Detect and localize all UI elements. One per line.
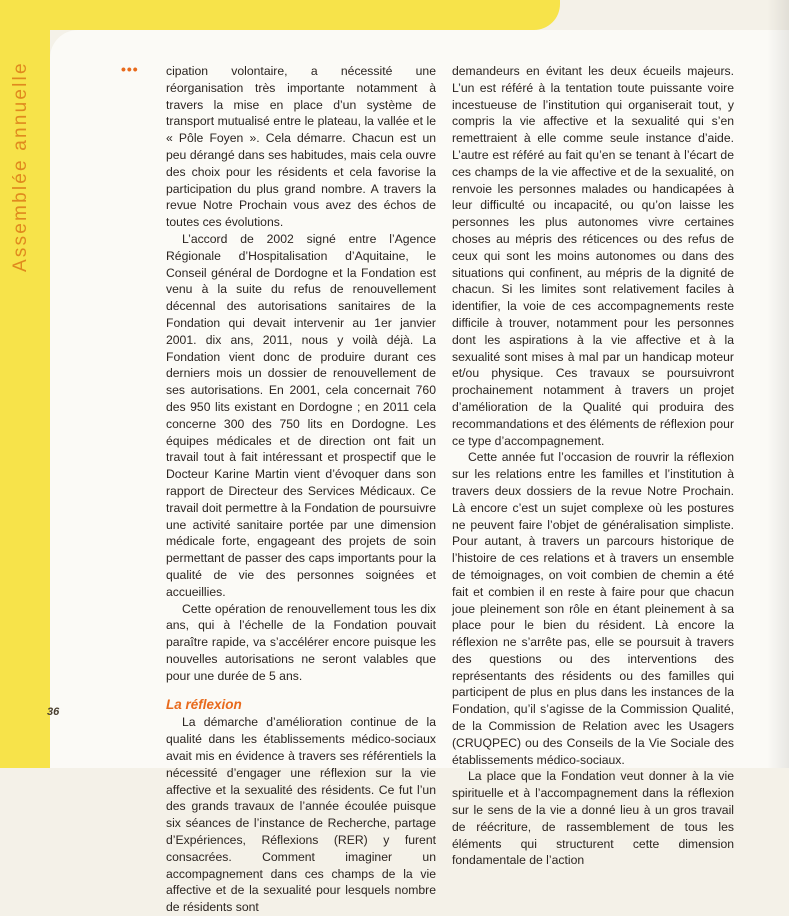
paragraph: La place que la Fondation veut donner à la vie spirituelle et à l’accompagnement dans la réflexion sur le sens de la vie a donné lieu à un gros travail de réécriture, de rassemblement de tous les éléments qui structurent cette dimension fondamentale de l’action bbox=[452, 769, 734, 868]
side-section-title: Assemblée annuelle bbox=[10, 61, 31, 272]
paragraph: La démarche d’amélioration continue de la qualité dans les établissements médico-sociaux avait mis en évidence à travers ses référentiels la nécessité d’engager une réflexion sur la vie affective et la sexualité des résidents. Ce fut l’un des grands travaux de l’année écoulée puisque six séances de l’instance de Recherche, partage d’Expériences, Réflexions (RER) y furent consacrées. Comment imaginer un accompagnement dans ces champs de la vie affective et de la sexualité pour lesquels nombre de résidents sont bbox=[166, 715, 436, 915]
paragraph: demandeurs en évitant les deux écueils majeurs. L’un est référé à la tentation toute puissante voire incestueuse de l’institution qui organiserait tout, y compris la vie affective et la sexualité qui s’en remettraient à elle comme seule instance d’aide. L’autre est référé au fait qu’en se tenant à l’écart de ces champs de la vie affective et de la sexualité, on renvoie les personnes malades ou handicapées à leur difficulté ou incapacité, ou qu’on laisse les personnes les plus autonomes vivre certaines choses au mépris des réticences ou des refus de ceux qui sont les moins autonomes ou dans des situations qui confinent, au mépris de la dignité de chacun. Si les limites sont relativement faciles à identifier, la voie de ces accompagnements reste difficile à trouver, notamment pour les personnes dont les aspirations à la vie affective et à la sexualité sont mises à mal par un handicap moteur et/ou physique. Ces travaux se poursuivront prochainement notamment à travers un projet d’amélioration de la Qualité qui produira des recommandations et des éléments de réflexion pour ce type d’accompagnement. bbox=[452, 64, 734, 448]
right-column bbox=[452, 63, 734, 869]
yellow-top-band bbox=[0, 0, 560, 30]
paragraph: Cette année fut l’occasion de rouvrir la réflexion sur les relations entre les familles et l’institution à travers deux dossiers de la revue Notre Prochain. Là encore c’est un sujet complexe où les postures ne peuvent faire l’objet de généralisation simpliste. Pour autant, à travers un parcours historique de l’histoire de ces relations et à travers un ensemble de témoignages, on voit combien de chemin a été fait et combien il en reste à faire pour que chacun joue pleinement son rôle en étant pleinement à sa place pour le bien du résident. Là encore la réflexion ne s’arrête pas, elle se poursuit à travers des questions ou des interventions des représentants des résidents ou des familles qui participent de plus en plus dans les instances de la Fondation, qu’il s’agisse de la Commission Qualité, de la Commission de Relation avec les Usagers (CRUQPEC) ou des Conseils de la Vie Sociale des établissements médico-sociaux. bbox=[452, 450, 734, 767]
paragraph: cipation volontaire, a nécessité une réorganisation très importante notamment à travers la mise en place d’un système de transport mutualisé entre le plateau, la vallée et le « Pôle Foyen ». Cela démarre. Chacun est un peu dérangé dans ses habitudes, mais cela ouvre des choix pour les résidents et cela favorise la participation du plus grand nombre. A travers la revue Notre Prochain vous avez des échos de toutes ces évolutions. bbox=[166, 64, 436, 230]
bullet-dots-icon: ••• bbox=[121, 61, 139, 77]
left-column bbox=[166, 63, 436, 916]
page-number: 36 bbox=[47, 706, 60, 718]
section-heading: La réflexion bbox=[166, 697, 242, 713]
paragraph: L’accord de 2002 signé entre l’Agence Régionale d’Hospitalisation d’Aquitaine, le Conseil général de Dordogne et la Fondation est venu à la suite du refus de renouvellement décennal des autorisations sanitaires de la Fondation qui devait intervenir au 1er janvier 2001. dix ans, 2011, nous y voilà déjà. La Fondation vient donc de produire durant ces derniers mois un dossier de renouvellement de ses autorisations. En 2001, cela concernait 760 des 950 lits existant en Dordogne ; en 2011 cela concerne 300 des 750 lits en Dordogne. Les équipes médicales et de direction ont fait un travail tout à fait intéressant et prospectif que le Docteur Karine Martin vient d’évoquer dans son rapport de Directeur des Services Médicaux. Ce travail doit permettre à la Fondation de poursuivre une activité sanitaire portée par une dimension médicale forte, engageant des projets de soin permettant de passer des caps importants pour la qualité de vie des personnes soignées et accueillies. bbox=[166, 231, 436, 599]
binding-shadow bbox=[767, 0, 789, 768]
paragraph: Cette opération de renouvellement tous les dix ans, qui à l’échelle de la Fondation pouvait paraître rapide, va s’accélérer encore puisque les nouvelles autorisations ne seront valables que pour une durée de 5 ans. bbox=[166, 601, 436, 683]
